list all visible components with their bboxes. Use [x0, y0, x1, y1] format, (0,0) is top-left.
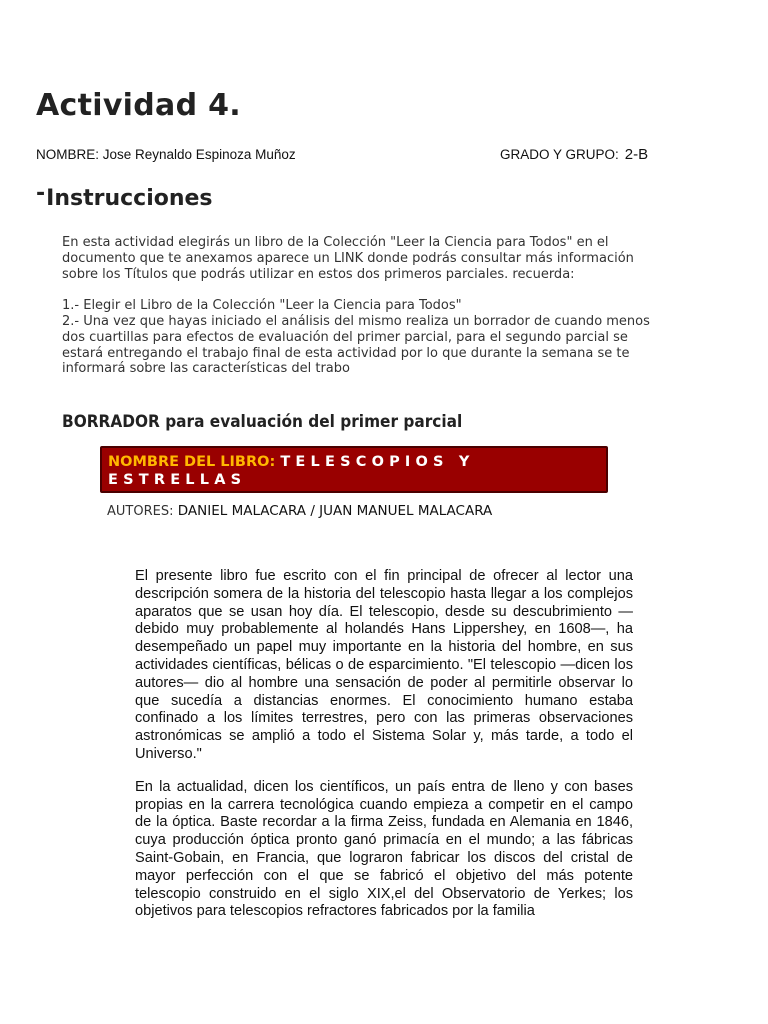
grade-value: 2-B — [624, 146, 649, 163]
instructions-body — [62, 235, 672, 377]
book-title: TELESCOPIOS Y ESTRELLAS — [108, 454, 475, 488]
summary-paragraph-2: En la actualidad, dicen los científicos, un país entra de lleno y con bases propias en la carrera tecnológica cuando empieza a competir en el campo de la óptica. Baste recordar a la firma Zeiss, fundada en Alemania en 1846, cuya producción óptica pronto ganó primacía en el mundo; a las fábricas Saint-Gobain, en Francia, que lograron fabricar los discos del cristal de mayor perfección con el que se fabricó el objetivo del más potente telescopio construido en el siglo XIX,el del Observatorio de Yerkes; los objetivos para telescopios refractores fabricados por la familia — [135, 778, 633, 920]
book-title-box — [100, 446, 608, 493]
book-label: NOMBRE DEL LIBRO: — [108, 454, 276, 470]
instructions-intro: En esta actividad elegirás un libro de la Colección "Leer la Ciencia para Todos" en el documento que te anexamos aparece un LINK donde podrás consultar más información sobre los Títulos que podrás utilizar en estos dos primeros parciales. recuerda: — [62, 235, 634, 282]
instructions-title: Instrucciones — [46, 186, 213, 211]
authors-label: AUTORES: — [107, 504, 174, 519]
grade-label: GRADO Y GRUPO: — [500, 147, 619, 162]
summary-paragraph-1: El presente libro fue escrito con el fin principal de ofrecer al lector una descripción somera de la historia del telescopio hasta llegar a los complejos aparatos que se usan hoy día. El telescopio, desde su descubrimiento —debido muy probablemente al holandés Hans Lippershey, en 1608—, ha desempeñado un papel muy importante en la historia del hombre, en sus actividades científicas, bélicas o de esparcimiento. "El telescopio —dicen los autores— dio al hombre una sensación de poder al permitirle observar lo que sucedía a distancias enormes. El conocimiento humano estaba confinado a los límites terrestres, pero con las primeras observaciones astronómicas se amplió a todo el Sistema Solar y, más tarde, a todo el Universo." — [135, 568, 633, 762]
instructions-heading — [36, 181, 213, 211]
borrador-heading: BORRADOR para evaluación del primer parcial — [62, 412, 463, 431]
student-name: NOMBRE: Jose Reynaldo Espinoza Muñoz — [36, 147, 296, 162]
instruction-step-2: 2.- Una vez que hayas iniciado el análisis del mismo realiza un borrador de cuando menos dos cuartillas para efectos de evaluación del primer parcial, para el segundo parcial se estará entregando el trabajo final de esta actividad por lo que durante la semana se te informará sobre las características del trabo — [62, 313, 650, 377]
grade-group — [500, 146, 648, 163]
authors-names: DANIEL MALACARA / JUAN MANUEL MALACARA — [177, 503, 493, 519]
page-title: Actividad 4. — [36, 88, 241, 123]
book-summary — [135, 568, 633, 936]
heading-dash: - — [36, 181, 46, 206]
instruction-step-1: 1.- Elegir el Libro de la Colección "Leer la Ciencia para Todos" — [62, 298, 462, 314]
authors-line — [107, 503, 492, 519]
